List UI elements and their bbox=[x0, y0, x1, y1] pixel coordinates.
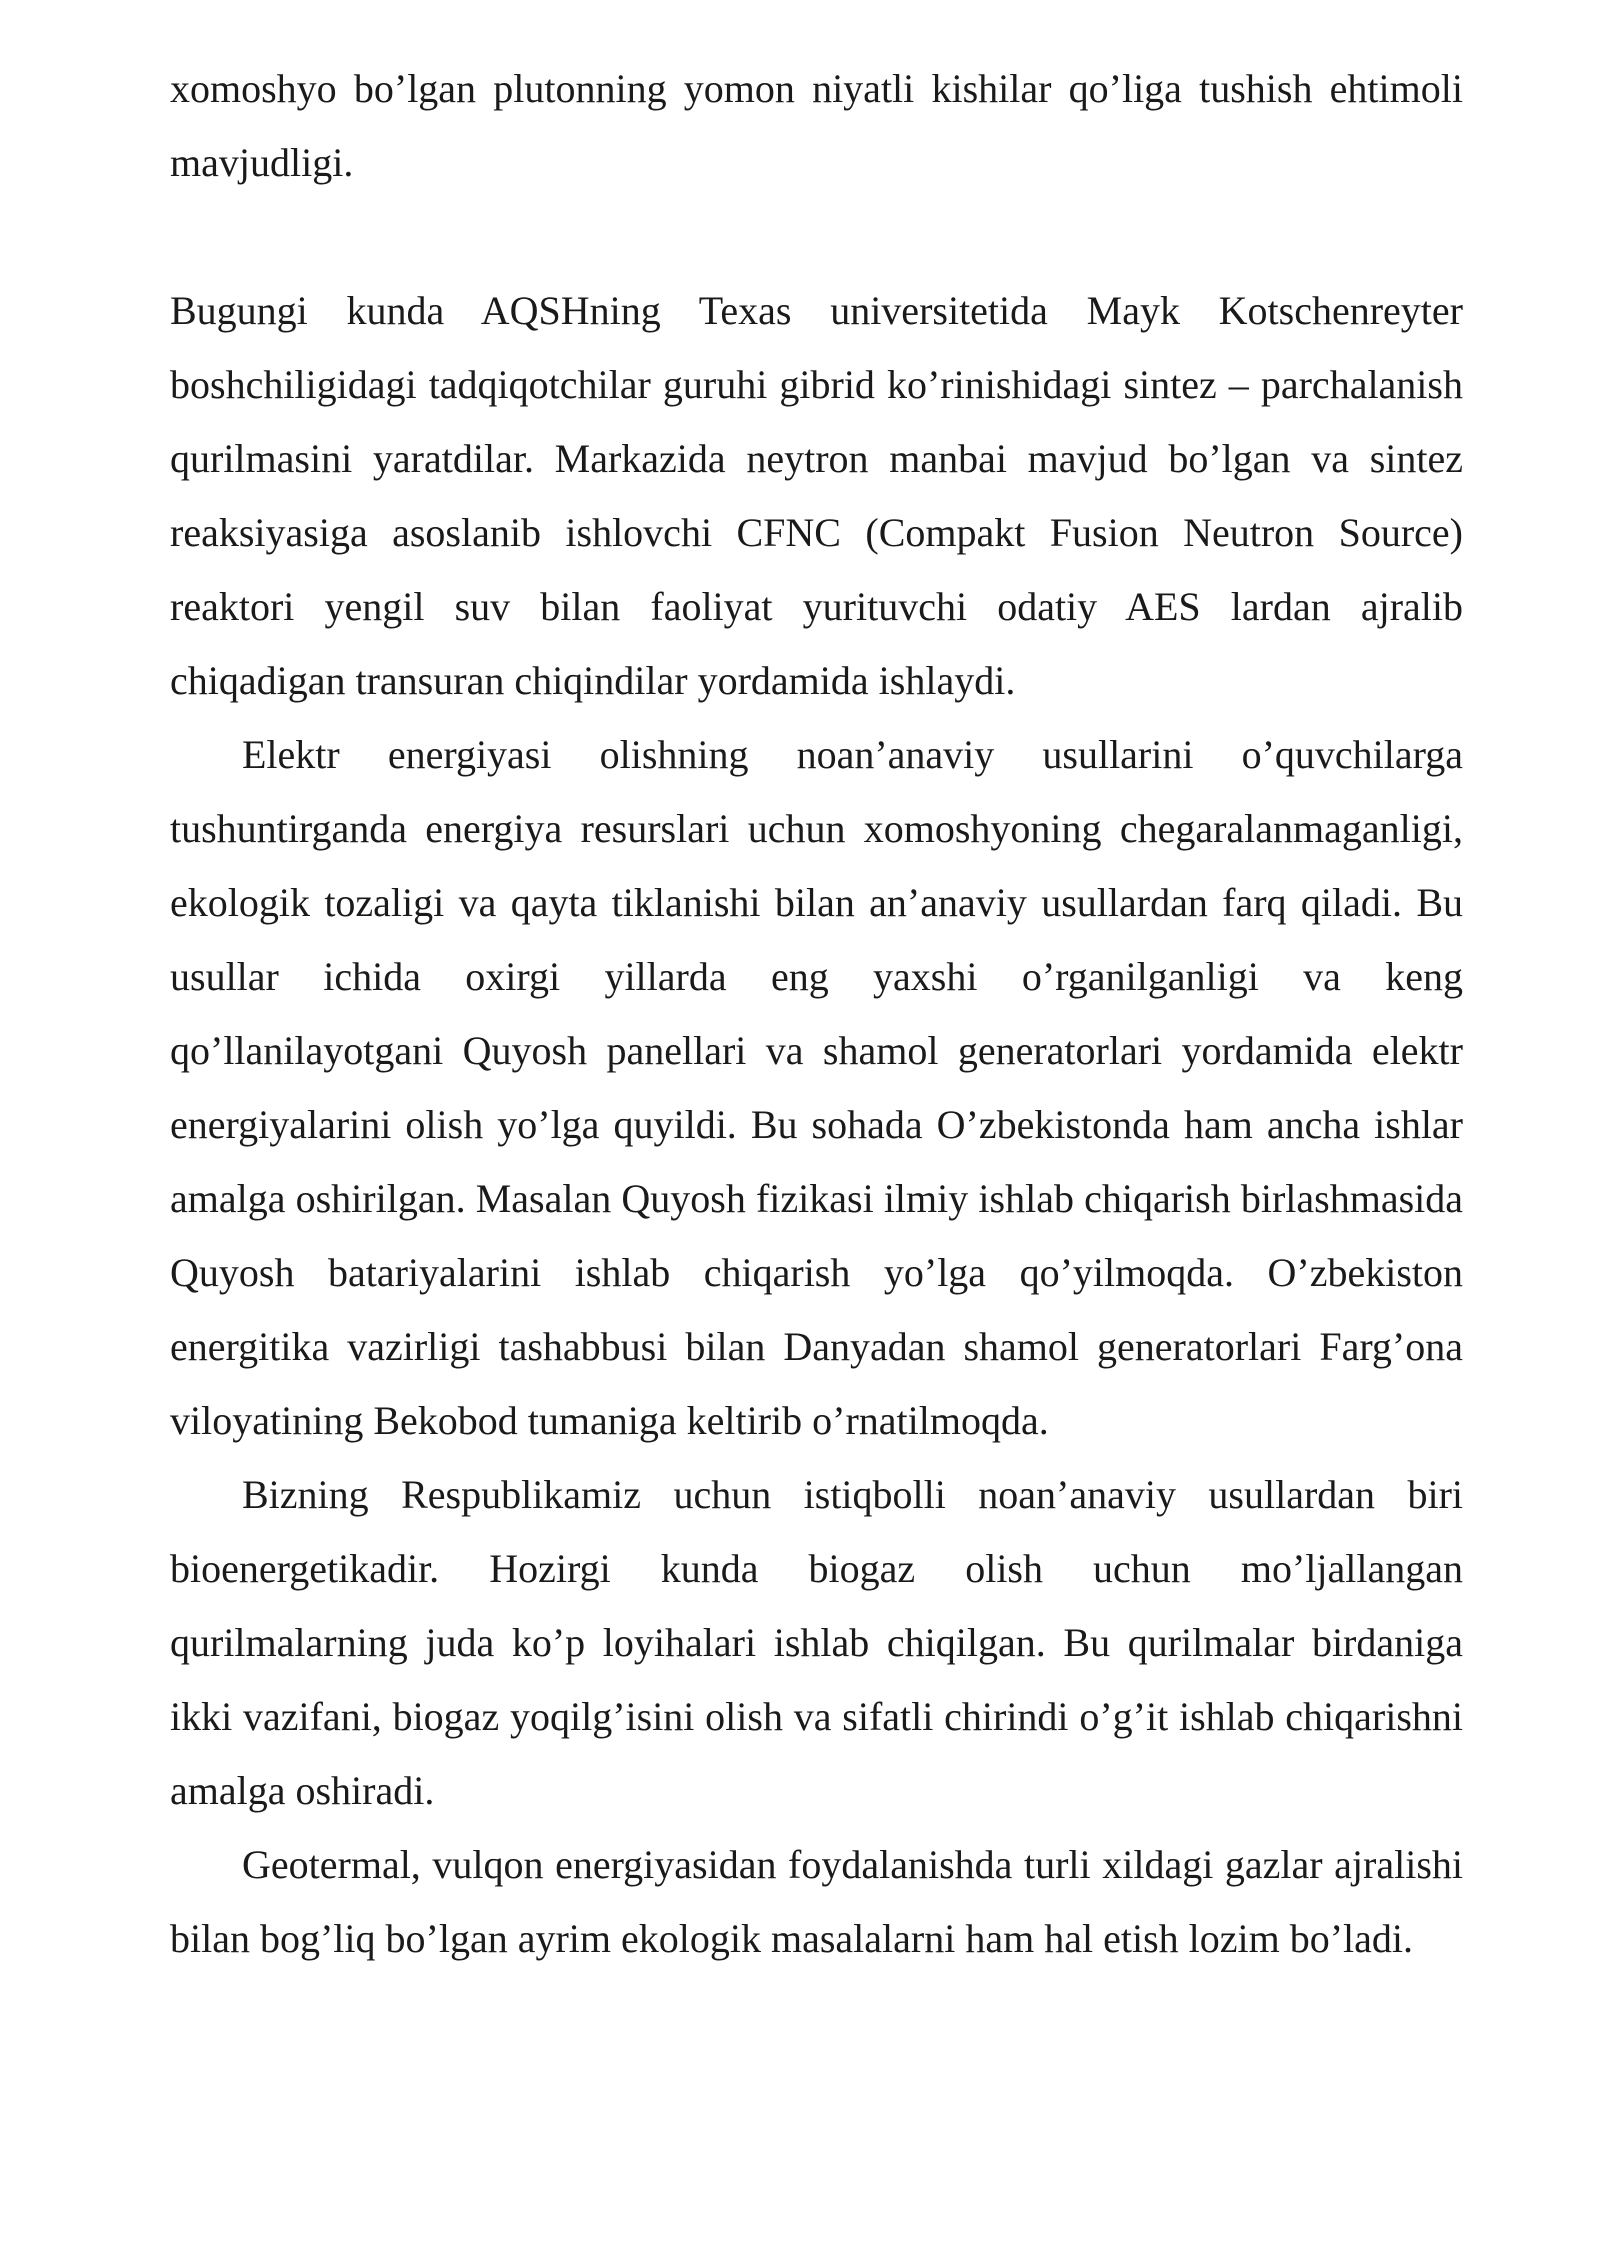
paragraph-nontraditional-methods: Elektr energiyasi olishning noan’anaviy usullarini o’quvchilarga tushuntirganda energiya resurslari uchun xomoshyoning chegaralanmaganligi, ekologik tozaligi va qayta tiklanishi bilan an’anaviy usullardan farq qiladi. Bu usullar ichida oxirgi yillarda eng yaxshi o’rganilganligi va keng qo’llanilayotgani Quyosh panellari va shamol generatorlari yordamida elektr energiyalarini olish yo’lga quyildi. Bu sohada O’zbekistonda ham ancha ishlar amalga oshirilgan. Masalan Quyosh fizikasi ilmiy ishlab chiqarish birlashmasida Quyosh batariyalarini ishlab chiqarish yo’lga qo’yilmoqda. O’zbekiston energitika vazirligi tashabbusi bilan Danyadan shamol generatorlari Farg’ona viloyatining Bekobod tumaniga keltirib o’rnatilmoqda. bbox=[170, 732, 1463, 1443]
document-page bbox=[170, 52, 1463, 1976]
paragraph-geothermal: Geotermal, vulqon energiyasidan foydalanishda turli xildagi gazlar ajralishi bilan bog’liq bo’lgan ayrim ekologik masalalarni ham hal etish lozim bo’ladi. bbox=[170, 1842, 1463, 1961]
paragraph-bioenergetics: Bizning Respublikamiz uchun istiqbolli noan’anaviy usullardan biri bioenergetikadir. Hozirgi kunda biogaz olish uchun mo’ljallangan qurilmalarning juda ko’p loyihalari ishlab chiqilgan. Bu qurilmalar birdaniga ikki vazifani, biogaz yoqilg’isini olish va sifatli chirindi o’g’it ishlab chiqarishni amalga oshiradi. bbox=[170, 1472, 1463, 1813]
paragraph-continuation: xomoshyo bo’lgan plutonning yomon niyatli kishilar qo’liga tushish ehtimoli mavjudligi. bbox=[170, 66, 1463, 185]
paragraph-texas-reactor: Bugungi kunda AQSHning Texas universitetida Mayk Kotschenreyter boshchiligidagi tadqiqotchilar guruhi gibrid ko’rinishidagi sintez – parchalanish qurilmasini yaratdilar. Markazida neytron manbai mavjud bo’lgan va sintez reaksiyasiga asoslanib ishlovchi CFNC (Compakt Fusion Neutron Source) reaktori yengil suv bilan faoliyat yurituvchi odatiy AES lardan ajralib chiqadigan transuran chiqindilar yordamida ishlaydi. bbox=[170, 288, 1463, 703]
